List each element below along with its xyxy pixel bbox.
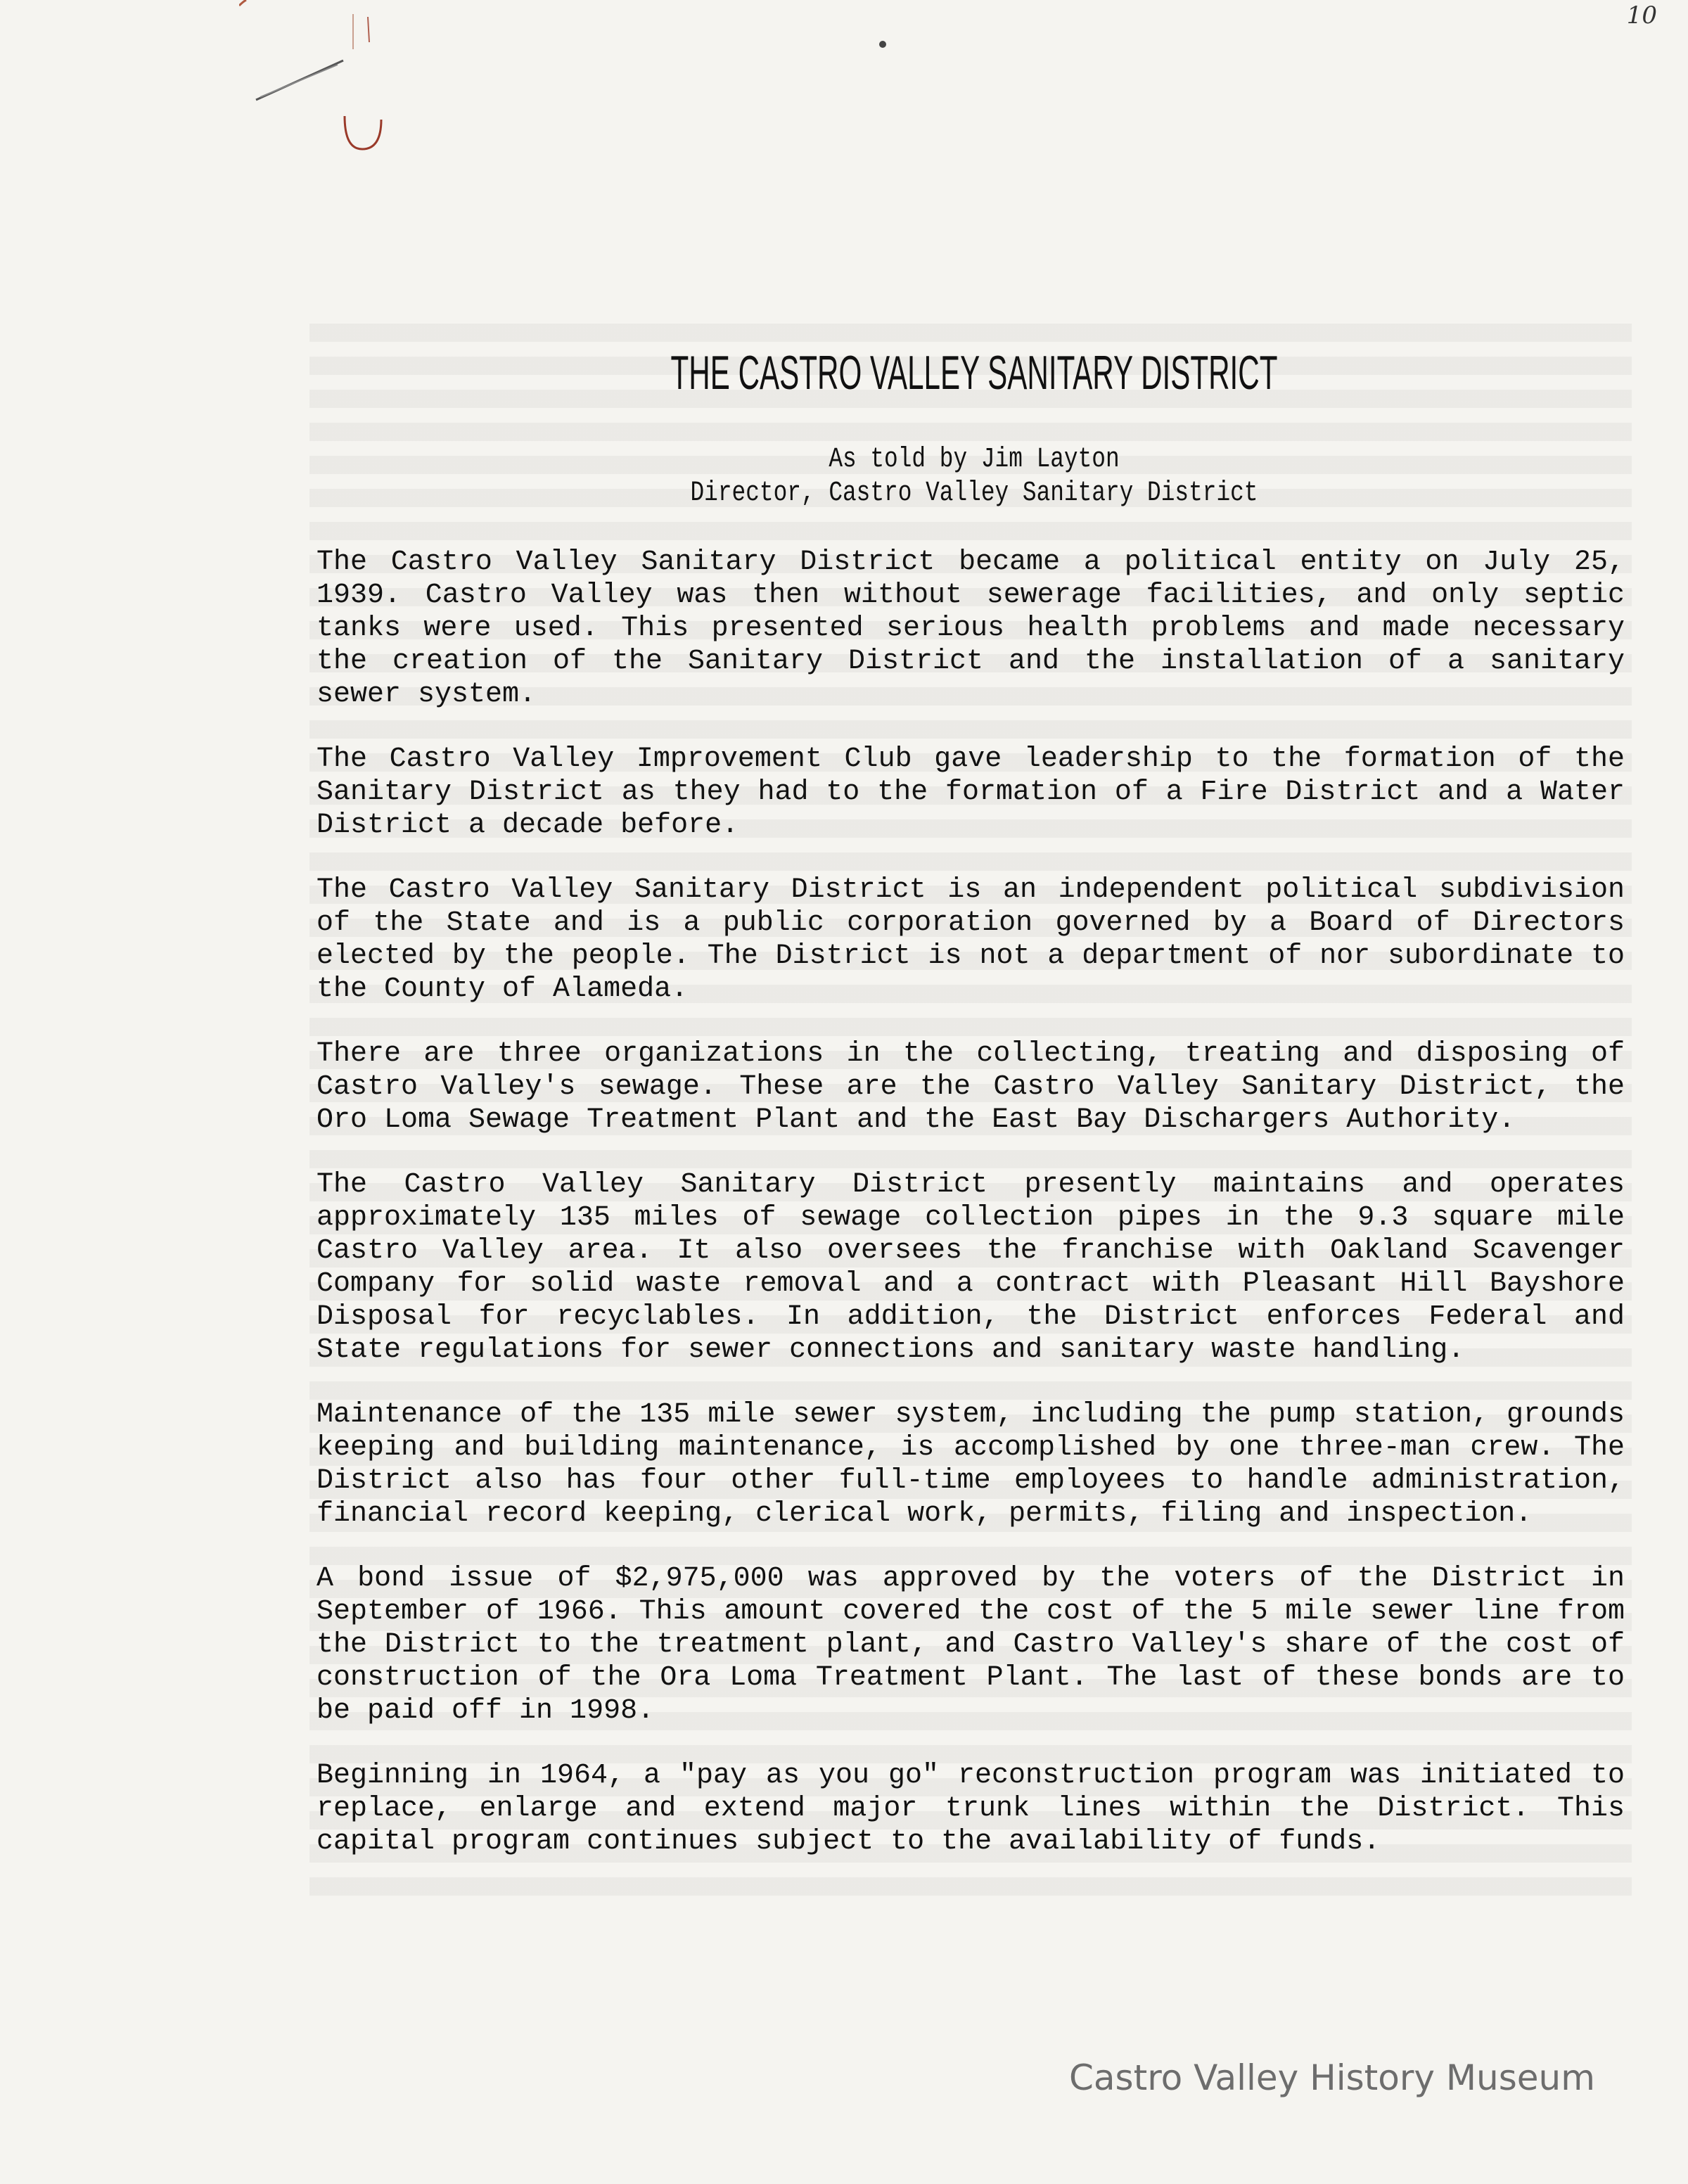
paragraph: The Castro Valley Improvement Club gave leadership to the formation of the Sanitary District as they had to the formation of a Fire District and a Water District a decade before. [316,743,1625,841]
byline [175,443,1688,511]
watermark: Castro Valley History Museum [1069,2057,1595,2098]
document-title: THE CASTRO VALLEY SANITARY DISTRICT [670,346,1278,400]
paragraph: Beginning in 1964, a "pay as you go" reconstruction program was initiated to replace, enlarge and extend major trunk lines within the District. This capital program continues subject to the availability of funds. [316,1760,1625,1858]
paragraph: There are three organizations in the collecting, treating and disposing of Castro Valley's sewage. These are the Castro Valley Sanitary District, the Oro Loma Sewage Treatment Plant and the East Bay Dischargers Authority. [316,1038,1625,1136]
paragraph: A bond issue of $2,975,000 was approved by the voters of the District in September of 1966. This amount covered the cost of the 5 mile sewer line from the District to the treatment plant, and Castro Valley's share of the cost of construction of the Ora Loma Treatment Plant. The last of these bonds are to be paid off in 1998. [316,1563,1625,1727]
paragraph: Maintenance of the 135 mile sewer system, including the pump station, grounds keeping and building maintenance, is accomplished by one three-man crew. The District also has four other full-time employees to handle administration, financial record keeping, clerical work, permits, filing and inspection. [316,1399,1625,1530]
document-body [316,546,1625,1890]
byline-author: As told by Jim Layton [829,444,1120,475]
ink-dot [879,41,886,48]
paragraph: The Castro Valley Sanitary District is an independent political subdivision of the State and is a public corporation governed by a Board of Directors elected by the people. The District is not a department of nor subordinate to the County of Alameda. [316,874,1625,1005]
page-number: 10 [1626,1,1657,30]
byline-role: Director, Castro Valley Sanitary District [690,478,1258,509]
paragraph: The Castro Valley Sanitary District presently maintains and operates approximately 135 miles of sewage collection pipes in the 9.3 square mile Castro Valley area. It also oversees the franchise with Oakland Scavenger Company for solid waste removal and a contract with Pleasant Hill Bayshore Disposal for recyclables. In addition, the District enforces Federal and State regulations for sewer connections and sanitary waste handling. [316,1169,1625,1366]
pen-marks [239,0,394,162]
paragraph: The Castro Valley Sanitary District became a political entity on July 25, 1939. Castro Valley was then without sewerage facilities, and only septic tanks were used. This presented serious health problems and made necessary the creation of the Sanitary District and the installation of a sanitary sewer system. [316,547,1625,710]
